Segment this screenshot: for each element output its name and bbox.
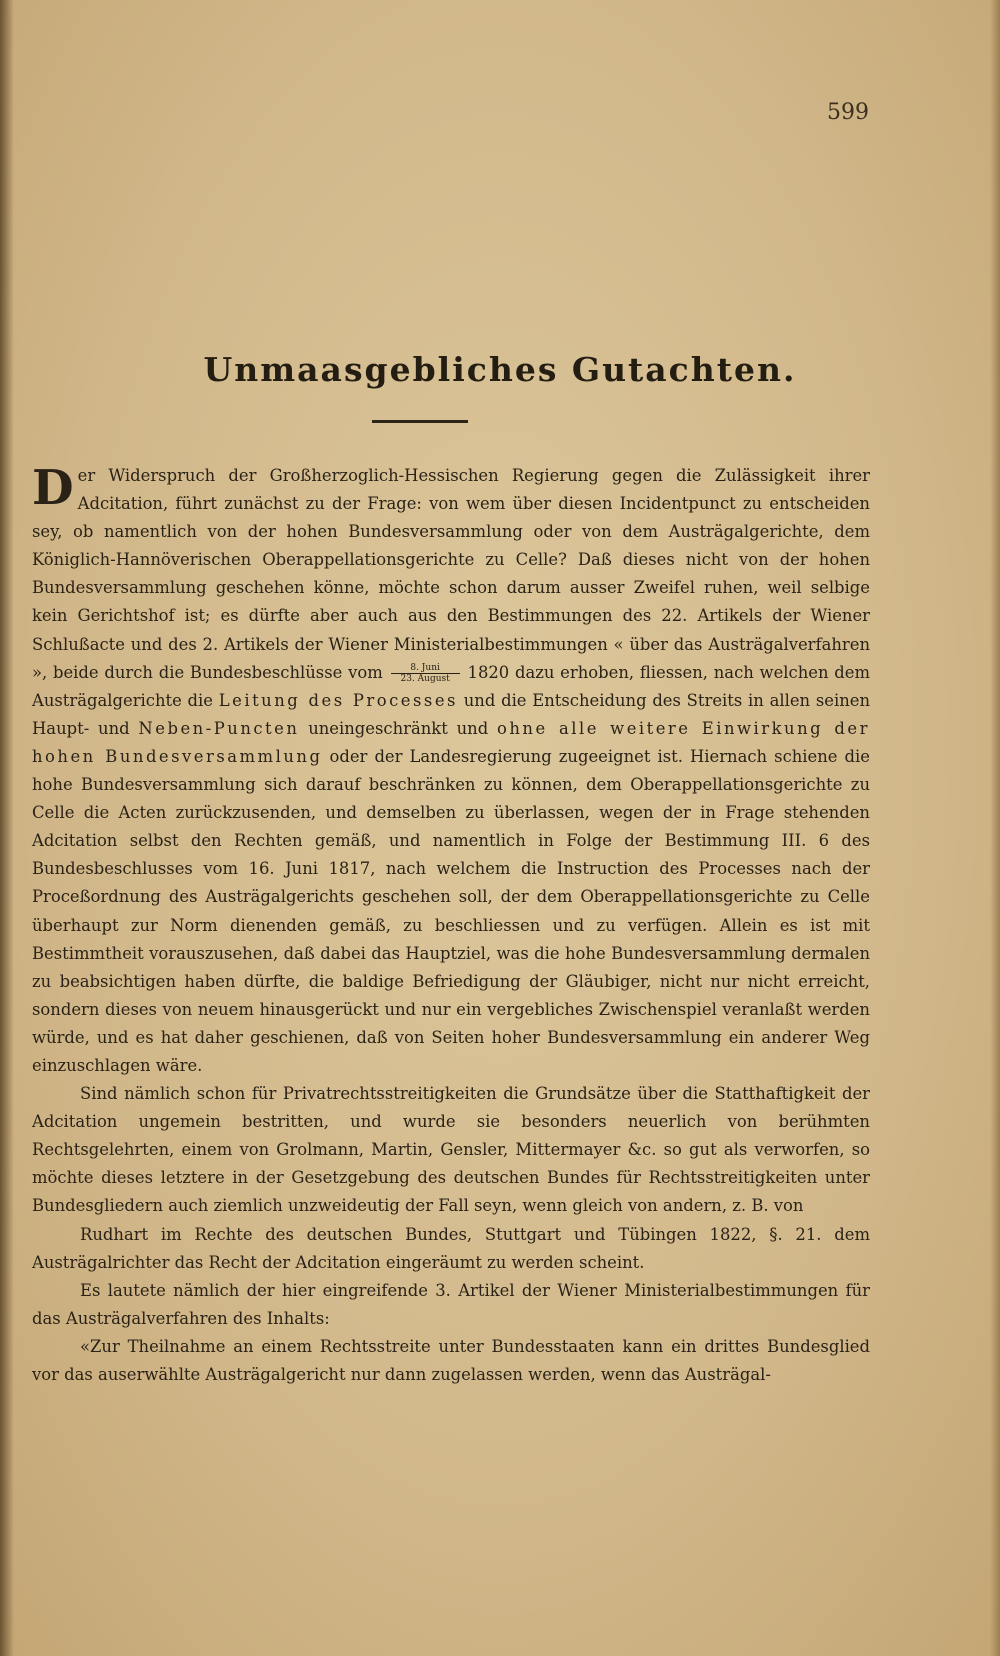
page-edge	[990, 0, 1000, 1656]
paragraph-4: Es lautete nämlich der hier eingreifende 3. Artikel der Wiener Ministerialbestimmungen für das Austrägalverfahren des Inhalts:	[32, 1280, 870, 1328]
paragraph-1-text-b: 1820 dazu erhoben, fliessen, nach welchen dem Austrägalgerichte die	[32, 662, 870, 710]
paragraph-1-text-h: oder der Landesregierung zugeeignet ist. Hiernach schiene die hohe Bundesversammlung sich darauf beschränken zu können, dem Oberappellationsgerichte zu Celle die Acten zurückzusenden, und demselben zu überlassen, wegen der in Frage stehenden Adcitation selbst den Rechten gemäß, und namentlich in Folge der Bestimmung III. 6 des Bundesbeschlusses vom 16. Juni 1817, nach welchem die Instruction des Processes nach der Proceßordnung des Austrägalgerichts geschehen soll, der dem Oberappellationsgerichte zu Celle überhaupt zur Norm dienenden gemäß, zu beschliessen und zu verfügen. Allein es ist mit Bestimmtheit vorauszusehen, daß dabei das Hauptziel, was die hohe Bundesversammlung dermalen zu beabsichtigen haben dürfte, die baldige Befriedigung der Gläubiger, nicht nur nicht erreicht, sondern dieses von neuem hinausgerückt und nur ein vergebliches Zwischenspiel veranlaßt werden würde, und es hat daher geschienen, daß von Seiten hoher Bundesversammlung ein anderer Weg einzuschlagen wäre.	[32, 746, 870, 1075]
paragraph-1-text-a: er Widerspruch der Großherzoglich-Hessischen Regierung gegen die Zulässigkeit ihrer Adcitation, führt zunächst zu der Frage: von wem über diesen Incidentpunct zu entscheiden sey, ob namentlich von der hohen Bundesversammlung oder von dem Austrägalgerichte, dem Königlich-Hannöverischen Oberappellationsgerichte zu Celle? Daß dieses nicht von der hohen Bundesversammlung geschehen könne, möchte schon darum ausser Zweifel ruhen, weil selbige kein Gerichtshof ist; es dürfte aber auch aus den Bestimmungen des 22. Artikels der Wiener Schlußacte und des 2. Artikels der Wiener Ministerialbestimmungen « über das Austrägalverfahren », beide durch die Bundesbeschlüsse vom	[32, 466, 870, 682]
paragraph-3: Rudhart im Rechte des deutschen Bundes, Stuttgart und Tübingen 1822, §. 21. dem Austrägalrichter das Recht der Adcitation eingeräumt zu werden scheint.	[32, 1224, 870, 1272]
paragraph-5: «Zur Theilnahme an einem Rechtsstreite unter Bundesstaaten kann ein drittes Bundesglied vor das auserwählte Austrägalgericht nur dann zugelassen werden, wenn das Austrägal-	[32, 1336, 870, 1384]
body-text	[32, 462, 870, 1389]
date-fraction	[391, 663, 460, 684]
paragraph-1-spaced-g: ohne alle weitere Einwirkung der hohen Bundesversammlung	[32, 718, 870, 766]
title-rule	[372, 420, 468, 423]
paragraph-1-text-f: uneingeschränkt und	[308, 718, 489, 738]
page-number: 599	[827, 100, 869, 125]
fraction-denominator: 23. August	[400, 673, 450, 684]
drop-cap: D	[32, 460, 74, 516]
page-title: Unmaasgebliches Gutachten.	[203, 350, 797, 389]
paragraph-1-spaced-e: Neben-Puncten	[138, 718, 300, 738]
paragraph-1	[32, 462, 870, 1080]
paragraph-1-spaced-c: Leitung des Processes	[218, 690, 458, 710]
paragraph-2: Sind nämlich schon für Privatrechtsstreitigkeiten die Grundsätze über die Statthaftigkeit der Adcitation ungemein bestritten, und wurde sie besonders neuerlich von berühmten Rechtsgelehrten, einem von Grolmann, Martin, Gensler, Mittermayer &c. so gut als verworfen, so möchte dieses letztere in der Gesetzgebung des deutschen Bundes für Rechtsstreitigkeiten unter Bundesgliedern auch ziemlich unzweideutig der Fall seyn, wenn gleich von andern, z. B. von	[32, 1084, 870, 1216]
paragraph-1-text-d: und die Entscheidung des Streits in allen seinen Haupt- und	[32, 690, 871, 738]
fraction-numerator: 8. Juni	[391, 663, 460, 674]
binding-shadow	[0, 0, 14, 1656]
